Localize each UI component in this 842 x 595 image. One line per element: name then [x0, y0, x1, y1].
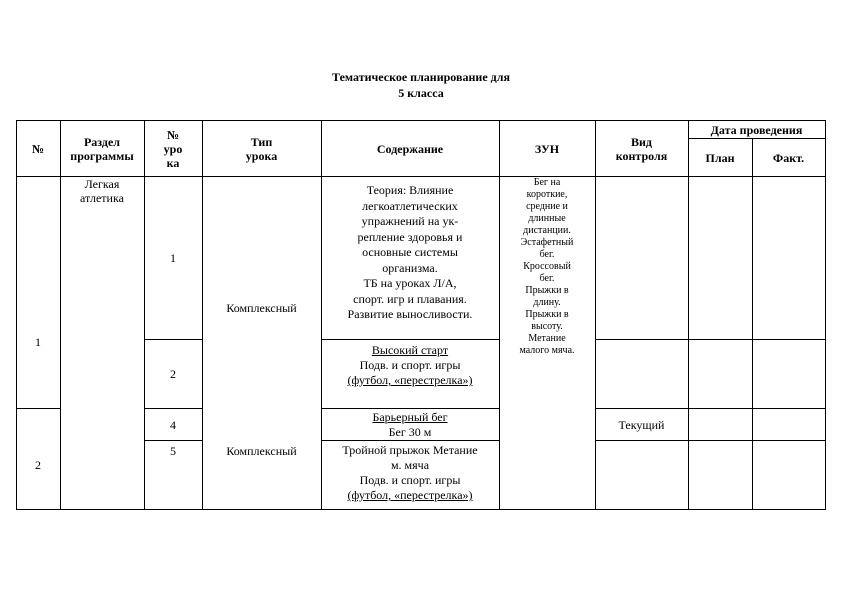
content-1-line2: легкоатлетических	[362, 198, 458, 213]
lesson-4-num	[144, 409, 202, 440]
table-border-bottom	[16, 509, 826, 510]
page-title: Тематическое планирование для	[332, 70, 510, 84]
header-type-line1: Тип	[250, 134, 273, 149]
header-lesson-num	[144, 121, 202, 176]
content-5-line4: (футбол, «перестрелка»)	[347, 488, 473, 502]
zun-line6: Эстафетный	[520, 237, 574, 248]
section-cell	[60, 177, 144, 509]
control-1-bottom-line	[595, 339, 826, 340]
control-4	[595, 409, 688, 440]
header-date-text: Дата проведения	[710, 122, 803, 137]
page-subtitle: 5 класса	[398, 86, 444, 100]
section-line1: Легкая	[84, 177, 120, 191]
header-section-line1: Раздел	[83, 134, 121, 149]
lesson-5-num-text: 5	[170, 444, 176, 458]
header-section	[60, 121, 144, 176]
content-2-line3: (футбол, «перестрелка»)	[347, 373, 473, 387]
zun-line13: высоту.	[531, 321, 563, 332]
content-1-line1: Теория: Влияние	[366, 183, 454, 197]
zun-line15: малого мяча.	[519, 345, 575, 356]
lesson-2-num-text: 2	[170, 367, 176, 381]
content-4-line2: Бег 30 м	[388, 424, 432, 439]
row-1-num	[16, 177, 60, 408]
header-control	[595, 121, 688, 176]
zun-cell	[499, 177, 595, 408]
content-1-line8: спорт. игр и плавания.	[353, 291, 467, 306]
header-lesson-line1: №	[166, 127, 180, 142]
header-lesson-line2: уро	[163, 141, 183, 156]
header-plan-text: План	[705, 150, 735, 165]
col-divider-6	[595, 120, 596, 510]
content-1-line5: основные системы	[362, 245, 458, 259]
zun-line4: длинные	[528, 213, 566, 224]
header-control-line1: Вид	[631, 134, 652, 149]
header-lesson-line3: ка	[166, 155, 180, 170]
header-content-text: Содержание	[376, 141, 444, 156]
zun-line8: Кроссовый	[523, 261, 571, 272]
header-zun-text: ЗУН	[534, 141, 560, 156]
content-1	[321, 177, 499, 339]
col-divider-8	[752, 138, 753, 510]
zun-line2: короткие,	[526, 189, 568, 200]
zun-line10: Прыжки в	[525, 285, 569, 296]
content-1-line9: Развитие выносливости.	[347, 307, 473, 321]
zun-line3: средние и	[526, 201, 568, 212]
row-2-num	[16, 409, 60, 509]
col-divider-7	[688, 120, 689, 510]
content-4	[321, 409, 499, 440]
lesson-2-num	[144, 340, 202, 408]
zun-line1: Бег на	[533, 177, 561, 188]
content-5-line3: Подв. и спорт. игры	[359, 473, 461, 487]
lesson-type-1-text: Комплексный	[226, 300, 297, 315]
lesson-5-num	[144, 441, 202, 509]
zun-line7: бег.	[539, 249, 555, 260]
section-line2: атлетика	[80, 191, 124, 205]
header-plan	[688, 139, 752, 176]
header-num	[16, 121, 60, 176]
row-2-num-text: 2	[35, 458, 41, 472]
content-1-line4: репление здоровья и	[357, 229, 463, 244]
content-4-line1: Барьерный бег	[372, 409, 448, 424]
lesson-type-1	[202, 177, 321, 408]
header-lesson-type	[202, 121, 321, 176]
header-date	[688, 121, 825, 138]
content-2	[321, 340, 499, 408]
content-2-line2: Подв. и спорт. игры	[359, 358, 461, 372]
zun-line11: длину.	[533, 297, 561, 308]
lesson-1-num-text: 1	[170, 251, 176, 265]
lesson-4-num-text: 4	[170, 417, 176, 432]
content-2-line1: Высокий старт	[371, 343, 449, 357]
header-fact	[752, 139, 825, 176]
content-5-line1: Тройной прыжок Метание	[342, 443, 478, 457]
control-4-bottom-line	[595, 440, 826, 441]
lesson-type-2-text: Комплексный	[226, 444, 297, 458]
header-type-line2: урока	[245, 148, 278, 163]
zun-line5: дистанции.	[523, 225, 571, 236]
lesson-type-2	[202, 409, 321, 509]
content-5	[321, 441, 499, 509]
table-border-right	[825, 120, 826, 510]
zun-line9: бег.	[539, 273, 555, 284]
zun-line12: Прыжки в	[525, 309, 569, 320]
content-1-line7: ТБ на уроках Л/А,	[363, 276, 457, 290]
lesson-1-num	[144, 177, 202, 339]
header-num-text: №	[31, 141, 45, 156]
control-4-text: Текущий	[618, 417, 665, 432]
content-1-line6: организма.	[382, 260, 438, 275]
header-section-line2: программы	[70, 148, 134, 163]
header-zun	[499, 121, 595, 176]
row-1-num-text: 1	[35, 334, 41, 349]
zun-line14: Метание	[528, 333, 566, 344]
content-1-line3: упражнений на ук-	[361, 214, 459, 228]
header-control-line2: контроля	[615, 148, 668, 163]
header-content	[321, 121, 499, 176]
header-fact-text: Факт.	[772, 150, 805, 165]
content-5-line2: м. мяча	[390, 458, 430, 472]
